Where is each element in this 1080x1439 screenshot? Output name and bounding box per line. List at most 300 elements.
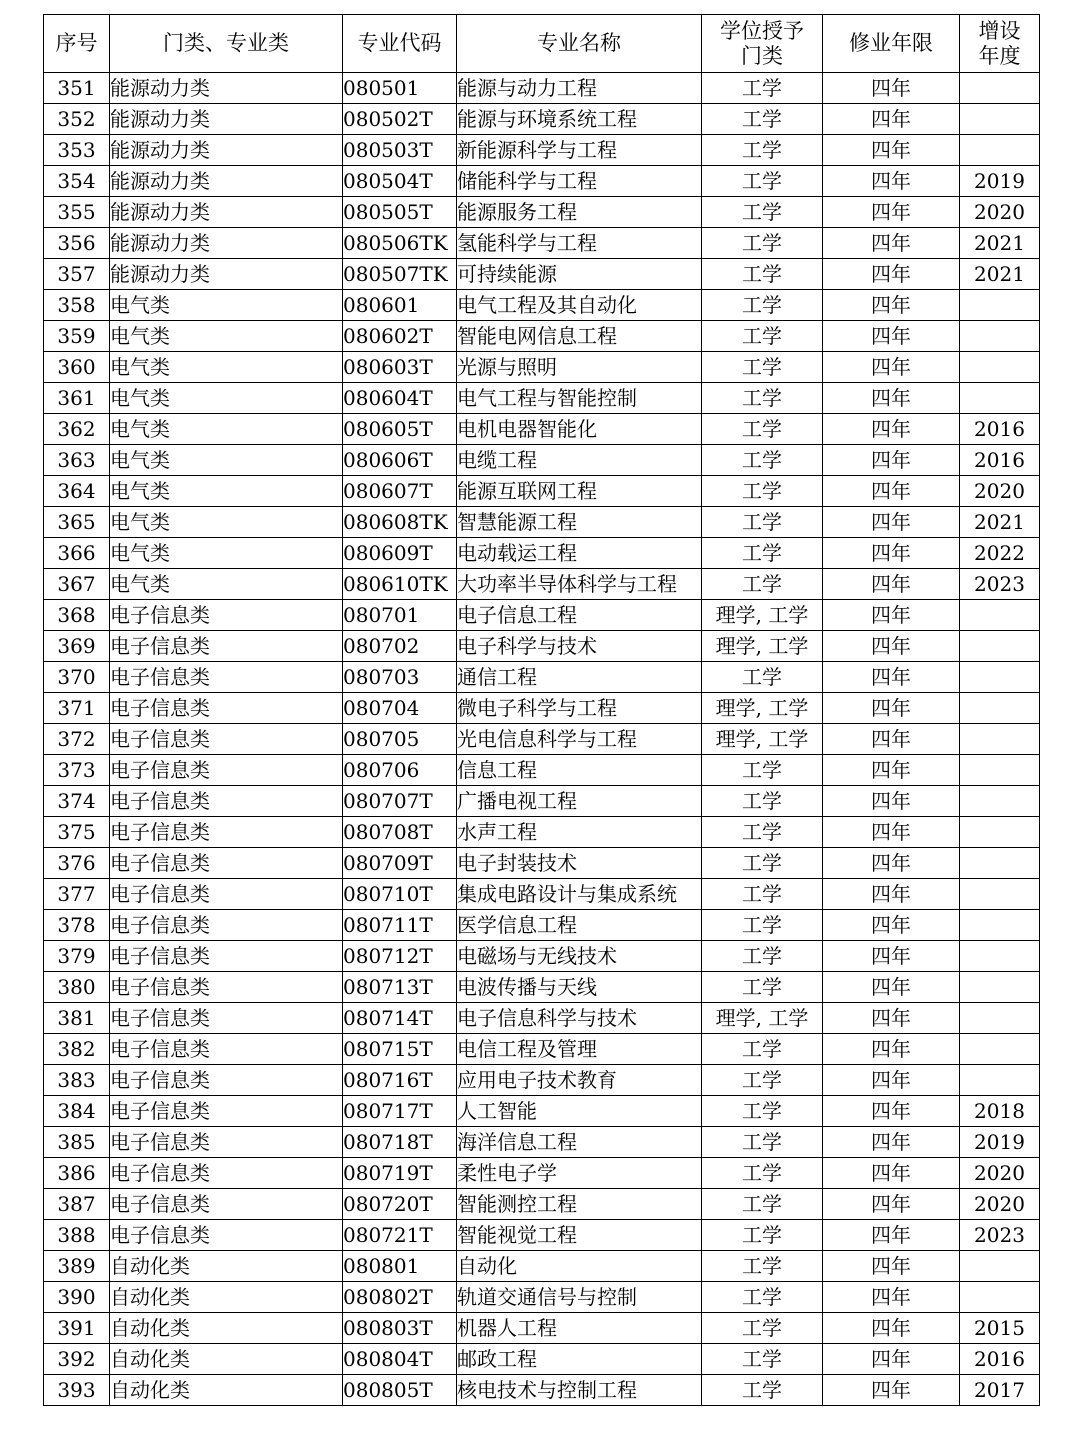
cell-degree: 工学 bbox=[702, 1065, 823, 1096]
cell-duration: 四年 bbox=[823, 538, 960, 569]
cell-no: 373 bbox=[44, 755, 110, 786]
cell-duration: 四年 bbox=[823, 662, 960, 693]
cell-year bbox=[960, 755, 1040, 786]
cell-duration: 四年 bbox=[823, 600, 960, 631]
cell-name: 智能测控工程 bbox=[457, 1189, 702, 1220]
cell-name: 电信工程及管理 bbox=[457, 1034, 702, 1065]
cell-no: 353 bbox=[44, 135, 110, 166]
table-row bbox=[44, 631, 1040, 662]
cell-code: 080605T bbox=[343, 414, 457, 445]
cell-category: 电子信息类 bbox=[110, 1096, 343, 1127]
cell-no: 377 bbox=[44, 879, 110, 910]
cell-degree: 工学 bbox=[702, 1344, 823, 1375]
cell-name: 信息工程 bbox=[457, 755, 702, 786]
header-year bbox=[960, 15, 1040, 73]
cell-category: 电子信息类 bbox=[110, 910, 343, 941]
cell-duration: 四年 bbox=[823, 321, 960, 352]
cell-duration: 四年 bbox=[823, 135, 960, 166]
cell-category: 电子信息类 bbox=[110, 972, 343, 1003]
cell-degree: 工学 bbox=[702, 662, 823, 693]
cell-no: 386 bbox=[44, 1158, 110, 1189]
header-degree-line2: 门类 bbox=[741, 43, 783, 68]
cell-category: 电子信息类 bbox=[110, 817, 343, 848]
cell-name: 能源互联网工程 bbox=[457, 476, 702, 507]
cell-no: 393 bbox=[44, 1375, 110, 1406]
header-row bbox=[44, 15, 1040, 73]
cell-degree: 工学 bbox=[702, 879, 823, 910]
cell-category: 电子信息类 bbox=[110, 848, 343, 879]
cell-name: 能源与环境系统工程 bbox=[457, 104, 702, 135]
cell-degree: 工学 bbox=[702, 1127, 823, 1158]
cell-duration: 四年 bbox=[823, 197, 960, 228]
cell-name: 新能源科学与工程 bbox=[457, 135, 702, 166]
cell-degree: 工学 bbox=[702, 910, 823, 941]
cell-name: 柔性电子学 bbox=[457, 1158, 702, 1189]
cell-no: 375 bbox=[44, 817, 110, 848]
cell-degree: 工学 bbox=[702, 383, 823, 414]
cell-no: 361 bbox=[44, 383, 110, 414]
cell-degree: 理学, 工学 bbox=[702, 724, 823, 755]
cell-year bbox=[960, 1282, 1040, 1313]
cell-year: 2015 bbox=[960, 1313, 1040, 1344]
cell-duration: 四年 bbox=[823, 1158, 960, 1189]
cell-year bbox=[960, 352, 1040, 383]
table-row bbox=[44, 414, 1040, 445]
cell-year bbox=[960, 1034, 1040, 1065]
cell-no: 382 bbox=[44, 1034, 110, 1065]
table-row bbox=[44, 228, 1040, 259]
header-duration: 修业年限 bbox=[823, 15, 960, 73]
cell-no: 388 bbox=[44, 1220, 110, 1251]
cell-duration: 四年 bbox=[823, 817, 960, 848]
cell-year: 2023 bbox=[960, 569, 1040, 600]
cell-duration: 四年 bbox=[823, 1220, 960, 1251]
table-row bbox=[44, 1003, 1040, 1034]
cell-name: 核电技术与控制工程 bbox=[457, 1375, 702, 1406]
cell-no: 355 bbox=[44, 197, 110, 228]
cell-degree: 工学 bbox=[702, 228, 823, 259]
cell-category: 电子信息类 bbox=[110, 631, 343, 662]
cell-degree: 理学, 工学 bbox=[702, 1003, 823, 1034]
cell-year bbox=[960, 941, 1040, 972]
cell-degree: 工学 bbox=[702, 569, 823, 600]
cell-category: 自动化类 bbox=[110, 1282, 343, 1313]
cell-code: 080601 bbox=[343, 290, 457, 321]
cell-name: 电动载运工程 bbox=[457, 538, 702, 569]
cell-degree: 工学 bbox=[702, 538, 823, 569]
cell-no: 383 bbox=[44, 1065, 110, 1096]
cell-degree: 工学 bbox=[702, 972, 823, 1003]
cell-year: 2020 bbox=[960, 1189, 1040, 1220]
cell-name: 能源与动力工程 bbox=[457, 73, 702, 104]
cell-category: 电子信息类 bbox=[110, 1220, 343, 1251]
cell-code: 080712T bbox=[343, 941, 457, 972]
cell-no: 354 bbox=[44, 166, 110, 197]
table-row bbox=[44, 445, 1040, 476]
cell-code: 080711T bbox=[343, 910, 457, 941]
cell-degree: 理学, 工学 bbox=[702, 631, 823, 662]
table-row bbox=[44, 786, 1040, 817]
cell-no: 379 bbox=[44, 941, 110, 972]
table-row bbox=[44, 1034, 1040, 1065]
cell-code: 080505T bbox=[343, 197, 457, 228]
cell-year: 2019 bbox=[960, 1127, 1040, 1158]
cell-no: 362 bbox=[44, 414, 110, 445]
cell-degree: 工学 bbox=[702, 1375, 823, 1406]
cell-duration: 四年 bbox=[823, 1065, 960, 1096]
table-row bbox=[44, 693, 1040, 724]
cell-degree: 工学 bbox=[702, 1096, 823, 1127]
cell-duration: 四年 bbox=[823, 1189, 960, 1220]
table-row bbox=[44, 321, 1040, 352]
cell-code: 080602T bbox=[343, 321, 457, 352]
cell-year: 2021 bbox=[960, 228, 1040, 259]
cell-year: 2019 bbox=[960, 166, 1040, 197]
cell-degree: 工学 bbox=[702, 104, 823, 135]
cell-category: 电子信息类 bbox=[110, 1189, 343, 1220]
cell-code: 080715T bbox=[343, 1034, 457, 1065]
cell-category: 自动化类 bbox=[110, 1313, 343, 1344]
cell-year: 2016 bbox=[960, 445, 1040, 476]
table-row bbox=[44, 1282, 1040, 1313]
cell-code: 080502T bbox=[343, 104, 457, 135]
cell-degree: 工学 bbox=[702, 166, 823, 197]
cell-year bbox=[960, 693, 1040, 724]
cell-no: 365 bbox=[44, 507, 110, 538]
cell-category: 电子信息类 bbox=[110, 1158, 343, 1189]
cell-code: 080803T bbox=[343, 1313, 457, 1344]
cell-code: 080708T bbox=[343, 817, 457, 848]
cell-year bbox=[960, 631, 1040, 662]
cell-name: 电磁场与无线技术 bbox=[457, 941, 702, 972]
cell-no: 359 bbox=[44, 321, 110, 352]
cell-code: 080607T bbox=[343, 476, 457, 507]
cell-duration: 四年 bbox=[823, 352, 960, 383]
header-category: 门类、专业类 bbox=[110, 15, 343, 73]
cell-category: 能源动力类 bbox=[110, 197, 343, 228]
cell-no: 357 bbox=[44, 259, 110, 290]
cell-name: 水声工程 bbox=[457, 817, 702, 848]
cell-name: 氢能科学与工程 bbox=[457, 228, 702, 259]
cell-year bbox=[960, 104, 1040, 135]
cell-no: 391 bbox=[44, 1313, 110, 1344]
table-row bbox=[44, 1313, 1040, 1344]
cell-duration: 四年 bbox=[823, 1313, 960, 1344]
cell-degree: 工学 bbox=[702, 321, 823, 352]
cell-name: 电子科学与技术 bbox=[457, 631, 702, 662]
cell-code: 080716T bbox=[343, 1065, 457, 1096]
cell-category: 能源动力类 bbox=[110, 135, 343, 166]
cell-year bbox=[960, 600, 1040, 631]
cell-no: 372 bbox=[44, 724, 110, 755]
cell-degree: 工学 bbox=[702, 1282, 823, 1313]
header-code: 专业代码 bbox=[343, 15, 457, 73]
cell-no: 358 bbox=[44, 290, 110, 321]
cell-no: 387 bbox=[44, 1189, 110, 1220]
cell-name: 自动化 bbox=[457, 1251, 702, 1282]
cell-duration: 四年 bbox=[823, 693, 960, 724]
cell-category: 电子信息类 bbox=[110, 941, 343, 972]
cell-duration: 四年 bbox=[823, 631, 960, 662]
cell-year bbox=[960, 1065, 1040, 1096]
cell-category: 电气类 bbox=[110, 383, 343, 414]
cell-degree: 工学 bbox=[702, 1189, 823, 1220]
cell-degree: 工学 bbox=[702, 817, 823, 848]
cell-no: 351 bbox=[44, 73, 110, 104]
cell-name: 电机电器智能化 bbox=[457, 414, 702, 445]
cell-category: 自动化类 bbox=[110, 1375, 343, 1406]
cell-year bbox=[960, 972, 1040, 1003]
cell-no: 360 bbox=[44, 352, 110, 383]
cell-category: 电气类 bbox=[110, 569, 343, 600]
cell-code: 080603T bbox=[343, 352, 457, 383]
cell-duration: 四年 bbox=[823, 259, 960, 290]
cell-degree: 工学 bbox=[702, 755, 823, 786]
cell-category: 自动化类 bbox=[110, 1344, 343, 1375]
cell-category: 能源动力类 bbox=[110, 228, 343, 259]
cell-name: 机器人工程 bbox=[457, 1313, 702, 1344]
cell-duration: 四年 bbox=[823, 1251, 960, 1282]
cell-category: 电子信息类 bbox=[110, 1065, 343, 1096]
table-row bbox=[44, 755, 1040, 786]
table-row bbox=[44, 383, 1040, 414]
cell-category: 电气类 bbox=[110, 352, 343, 383]
cell-degree: 工学 bbox=[702, 941, 823, 972]
table-row bbox=[44, 476, 1040, 507]
table-row bbox=[44, 507, 1040, 538]
cell-year bbox=[960, 135, 1040, 166]
cell-name: 智能视觉工程 bbox=[457, 1220, 702, 1251]
cell-code: 080608TK bbox=[343, 507, 457, 538]
table-row bbox=[44, 1065, 1040, 1096]
cell-year bbox=[960, 73, 1040, 104]
cell-code: 080606T bbox=[343, 445, 457, 476]
cell-code: 080707T bbox=[343, 786, 457, 817]
cell-year bbox=[960, 662, 1040, 693]
cell-name: 海洋信息工程 bbox=[457, 1127, 702, 1158]
cell-year: 2020 bbox=[960, 197, 1040, 228]
cell-category: 电子信息类 bbox=[110, 600, 343, 631]
cell-no: 385 bbox=[44, 1127, 110, 1158]
cell-code: 080503T bbox=[343, 135, 457, 166]
cell-name: 电波传播与天线 bbox=[457, 972, 702, 1003]
cell-code: 080721T bbox=[343, 1220, 457, 1251]
cell-no: 368 bbox=[44, 600, 110, 631]
cell-category: 电子信息类 bbox=[110, 1034, 343, 1065]
cell-name: 应用电子技术教育 bbox=[457, 1065, 702, 1096]
cell-duration: 四年 bbox=[823, 383, 960, 414]
cell-code: 080702 bbox=[343, 631, 457, 662]
cell-duration: 四年 bbox=[823, 972, 960, 1003]
cell-code: 080504T bbox=[343, 166, 457, 197]
cell-code: 080714T bbox=[343, 1003, 457, 1034]
table-body bbox=[44, 73, 1040, 1406]
cell-year: 2021 bbox=[960, 507, 1040, 538]
table-row bbox=[44, 941, 1040, 972]
cell-category: 电子信息类 bbox=[110, 662, 343, 693]
table-row bbox=[44, 972, 1040, 1003]
cell-code: 080604T bbox=[343, 383, 457, 414]
cell-no: 381 bbox=[44, 1003, 110, 1034]
cell-name: 电缆工程 bbox=[457, 445, 702, 476]
header-year-line1: 增设 bbox=[978, 18, 1021, 43]
cell-duration: 四年 bbox=[823, 445, 960, 476]
majors-table bbox=[43, 14, 1040, 1406]
cell-duration: 四年 bbox=[823, 476, 960, 507]
cell-code: 080701 bbox=[343, 600, 457, 631]
cell-year bbox=[960, 848, 1040, 879]
cell-name: 智能电网信息工程 bbox=[457, 321, 702, 352]
cell-duration: 四年 bbox=[823, 941, 960, 972]
cell-no: 374 bbox=[44, 786, 110, 817]
cell-degree: 工学 bbox=[702, 1251, 823, 1282]
cell-code: 080706 bbox=[343, 755, 457, 786]
cell-category: 电气类 bbox=[110, 321, 343, 352]
cell-year: 2016 bbox=[960, 1344, 1040, 1375]
cell-code: 080610TK bbox=[343, 569, 457, 600]
cell-duration: 四年 bbox=[823, 910, 960, 941]
cell-category: 电气类 bbox=[110, 290, 343, 321]
cell-category: 能源动力类 bbox=[110, 104, 343, 135]
cell-code: 080705 bbox=[343, 724, 457, 755]
cell-code: 080704 bbox=[343, 693, 457, 724]
cell-year: 2017 bbox=[960, 1375, 1040, 1406]
cell-code: 080501 bbox=[343, 73, 457, 104]
cell-name: 邮政工程 bbox=[457, 1344, 702, 1375]
cell-degree: 工学 bbox=[702, 1034, 823, 1065]
cell-category: 电气类 bbox=[110, 445, 343, 476]
cell-degree: 工学 bbox=[702, 414, 823, 445]
cell-code: 080703 bbox=[343, 662, 457, 693]
cell-duration: 四年 bbox=[823, 166, 960, 197]
cell-category: 电子信息类 bbox=[110, 755, 343, 786]
table-row bbox=[44, 1375, 1040, 1406]
cell-duration: 四年 bbox=[823, 724, 960, 755]
cell-name: 微电子科学与工程 bbox=[457, 693, 702, 724]
cell-name: 大功率半导体科学与工程 bbox=[457, 569, 702, 600]
cell-name: 广播电视工程 bbox=[457, 786, 702, 817]
cell-no: 392 bbox=[44, 1344, 110, 1375]
cell-name: 人工智能 bbox=[457, 1096, 702, 1127]
cell-duration: 四年 bbox=[823, 1375, 960, 1406]
cell-duration: 四年 bbox=[823, 1282, 960, 1313]
table-row bbox=[44, 879, 1040, 910]
cell-no: 356 bbox=[44, 228, 110, 259]
table-row bbox=[44, 1189, 1040, 1220]
cell-degree: 工学 bbox=[702, 290, 823, 321]
cell-year bbox=[960, 786, 1040, 817]
cell-name: 智慧能源工程 bbox=[457, 507, 702, 538]
table-row bbox=[44, 1220, 1040, 1251]
cell-year bbox=[960, 817, 1040, 848]
table-row bbox=[44, 1096, 1040, 1127]
cell-category: 电子信息类 bbox=[110, 724, 343, 755]
header-degree bbox=[702, 15, 823, 73]
table-row bbox=[44, 817, 1040, 848]
cell-code: 080804T bbox=[343, 1344, 457, 1375]
cell-duration: 四年 bbox=[823, 414, 960, 445]
cell-year bbox=[960, 290, 1040, 321]
table-row bbox=[44, 290, 1040, 321]
header-degree-line1: 学位授予 bbox=[720, 18, 804, 43]
header-year-line2: 年度 bbox=[978, 43, 1021, 68]
cell-code: 080802T bbox=[343, 1282, 457, 1313]
cell-year: 2020 bbox=[960, 1158, 1040, 1189]
cell-code: 080801 bbox=[343, 1251, 457, 1282]
cell-name: 电子信息科学与技术 bbox=[457, 1003, 702, 1034]
cell-year bbox=[960, 724, 1040, 755]
cell-no: 390 bbox=[44, 1282, 110, 1313]
cell-no: 371 bbox=[44, 693, 110, 724]
table-row bbox=[44, 197, 1040, 228]
cell-degree: 工学 bbox=[702, 1313, 823, 1344]
cell-code: 080718T bbox=[343, 1127, 457, 1158]
cell-degree: 工学 bbox=[702, 476, 823, 507]
cell-name: 电子封装技术 bbox=[457, 848, 702, 879]
table-row bbox=[44, 1158, 1040, 1189]
header-name: 专业名称 bbox=[457, 15, 702, 73]
table-row bbox=[44, 352, 1040, 383]
table-row bbox=[44, 104, 1040, 135]
cell-degree: 理学, 工学 bbox=[702, 693, 823, 724]
table-row bbox=[44, 662, 1040, 693]
table-row bbox=[44, 724, 1040, 755]
cell-year: 2016 bbox=[960, 414, 1040, 445]
cell-no: 376 bbox=[44, 848, 110, 879]
table-row bbox=[44, 600, 1040, 631]
cell-degree: 工学 bbox=[702, 848, 823, 879]
cell-name: 电子信息工程 bbox=[457, 600, 702, 631]
cell-no: 378 bbox=[44, 910, 110, 941]
cell-code: 080506TK bbox=[343, 228, 457, 259]
cell-duration: 四年 bbox=[823, 569, 960, 600]
cell-year bbox=[960, 879, 1040, 910]
cell-code: 080609T bbox=[343, 538, 457, 569]
cell-name: 电气工程及其自动化 bbox=[457, 290, 702, 321]
cell-no: 370 bbox=[44, 662, 110, 693]
cell-name: 能源服务工程 bbox=[457, 197, 702, 228]
cell-degree: 工学 bbox=[702, 507, 823, 538]
cell-category: 电子信息类 bbox=[110, 1003, 343, 1034]
cell-no: 367 bbox=[44, 569, 110, 600]
cell-year bbox=[960, 321, 1040, 352]
cell-no: 352 bbox=[44, 104, 110, 135]
cell-year: 2020 bbox=[960, 476, 1040, 507]
cell-name: 通信工程 bbox=[457, 662, 702, 693]
cell-year bbox=[960, 383, 1040, 414]
cell-no: 369 bbox=[44, 631, 110, 662]
cell-category: 电子信息类 bbox=[110, 786, 343, 817]
cell-duration: 四年 bbox=[823, 507, 960, 538]
cell-degree: 工学 bbox=[702, 352, 823, 383]
cell-duration: 四年 bbox=[823, 1003, 960, 1034]
cell-name: 光电信息科学与工程 bbox=[457, 724, 702, 755]
cell-category: 能源动力类 bbox=[110, 166, 343, 197]
cell-duration: 四年 bbox=[823, 755, 960, 786]
cell-no: 366 bbox=[44, 538, 110, 569]
cell-code: 080805T bbox=[343, 1375, 457, 1406]
cell-duration: 四年 bbox=[823, 1344, 960, 1375]
table-row bbox=[44, 166, 1040, 197]
cell-degree: 工学 bbox=[702, 445, 823, 476]
cell-year: 2021 bbox=[960, 259, 1040, 290]
table-row bbox=[44, 848, 1040, 879]
cell-no: 384 bbox=[44, 1096, 110, 1127]
cell-year bbox=[960, 1003, 1040, 1034]
cell-duration: 四年 bbox=[823, 228, 960, 259]
cell-code: 080710T bbox=[343, 879, 457, 910]
cell-degree: 工学 bbox=[702, 73, 823, 104]
